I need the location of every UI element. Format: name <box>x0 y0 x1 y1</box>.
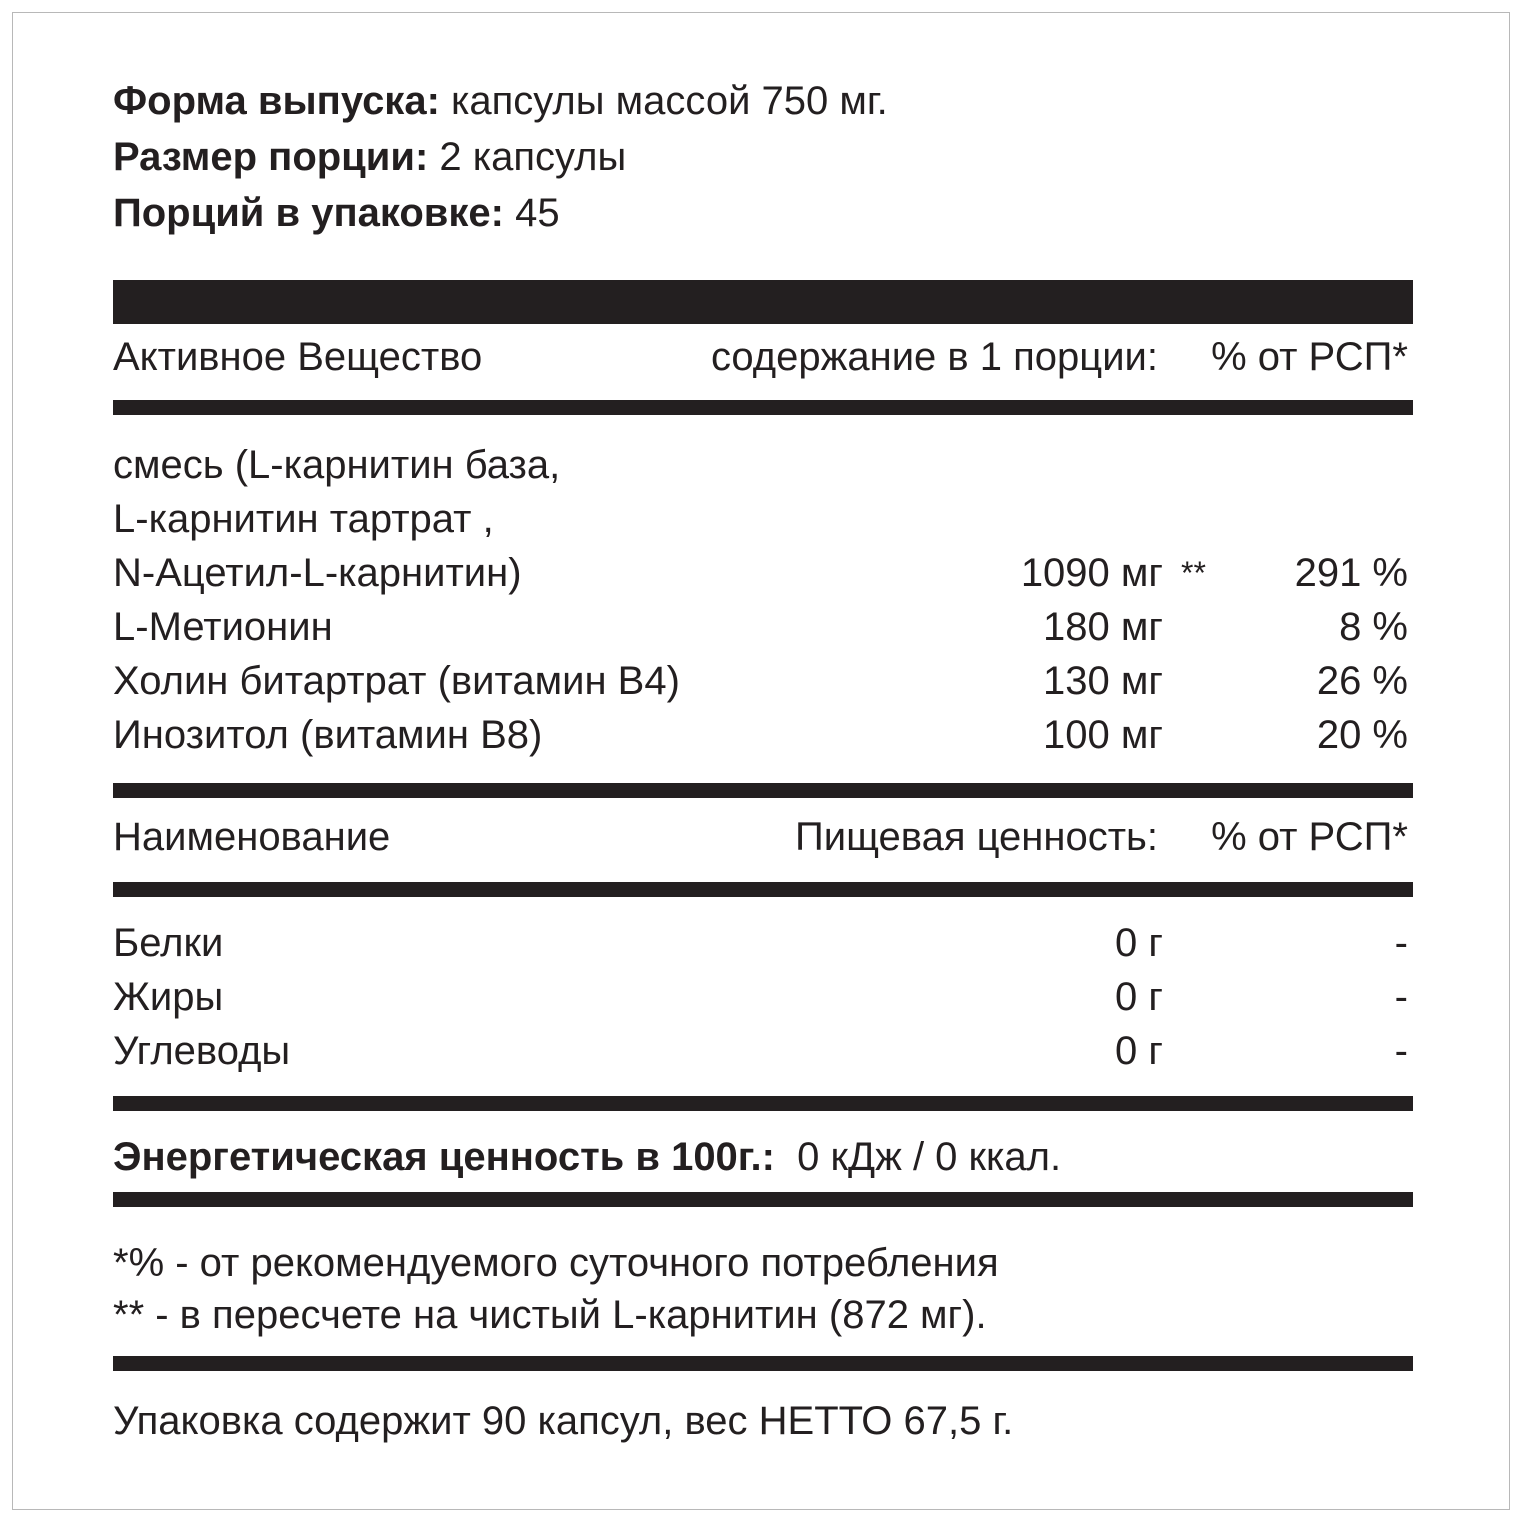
package-line <box>113 1394 1413 1448</box>
release-form-value: капсулы массой 750 мг. <box>439 79 888 123</box>
nutrient-amount: 0 г <box>1115 975 1163 1019</box>
energy-line <box>113 1130 1413 1184</box>
servings-per-pack-value: 45 <box>503 191 560 235</box>
table-row <box>113 970 1413 1024</box>
table-row <box>113 708 1413 762</box>
servings-per-pack-label: Порций в упаковке: <box>113 191 504 235</box>
ingredient-amount: 1090 мг <box>1020 551 1163 595</box>
ingredient-pct: 26 % <box>1316 659 1408 703</box>
ingredient-amount: 180 мг <box>1043 605 1163 649</box>
table-row <box>113 546 1413 600</box>
divider-thin <box>113 783 1413 798</box>
table-row <box>113 1024 1413 1078</box>
nutrient-amount: 0 г <box>1115 1029 1163 1073</box>
serving-size-label: Размер порции: <box>113 135 429 179</box>
ingredient-amount: 100 мг <box>1043 713 1163 757</box>
footnote <box>113 1236 1413 1290</box>
table-row <box>113 600 1413 654</box>
active-header-row <box>113 330 1413 384</box>
release-form-line <box>113 74 1413 128</box>
divider-thin <box>113 400 1413 415</box>
active-header-pct: % от РСП* <box>1211 335 1408 379</box>
ingredient-name: N-Ацетил-L-карнитин) <box>113 551 522 595</box>
nutrition-header-row <box>113 810 1413 864</box>
ingredient-pct: 8 % <box>1339 605 1408 649</box>
ingredient-pct: 20 % <box>1316 713 1408 757</box>
nutrition-header-pct: % от РСП* <box>1211 815 1408 859</box>
package-text: Упаковка содержит 90 капсул, вес НЕТТО 67,5 г. <box>113 1399 1014 1443</box>
blend-line-text: смесь (L-карнитин база, <box>113 443 561 487</box>
ingredient-amount: 130 мг <box>1043 659 1163 703</box>
nutrition-header-name: Наименование <box>113 815 391 859</box>
divider-thin <box>113 1192 1413 1207</box>
blend-line <box>113 492 1413 546</box>
ingredient-name: Холин битартрат (витамин В4) <box>113 659 680 703</box>
energy-value: 0 кДж / 0 ккал. <box>774 1135 1062 1179</box>
nutrition-header-amount: Пищевая ценность: <box>794 815 1158 859</box>
energy-label: Энергетическая ценность в 100г.: <box>113 1135 775 1179</box>
nutrient-amount: 0 г <box>1115 921 1163 965</box>
blend-line <box>113 438 1413 492</box>
active-header-name: Активное Вещество <box>113 335 483 379</box>
divider-thick <box>113 280 1413 324</box>
table-row <box>113 654 1413 708</box>
servings-per-pack-line <box>113 186 1413 240</box>
ingredient-name: L-Метионин <box>113 605 333 649</box>
footnote-marker: ** <box>1181 555 1206 591</box>
divider-thin <box>113 1096 1413 1111</box>
divider-thin <box>113 882 1413 897</box>
ingredient-name: Инозитол (витамин В8) <box>113 713 543 757</box>
divider-thin <box>113 1356 1413 1371</box>
ingredient-pct: 291 % <box>1294 551 1408 595</box>
nutrient-pct: - <box>1394 1029 1408 1073</box>
active-header-amount: содержание в 1 порции: <box>710 335 1158 379</box>
nutrient-pct: - <box>1394 921 1408 965</box>
blend-line-text: L-карнитин тартрат , <box>113 497 494 541</box>
footnote-text: ** - в пересчете на чистый L-карнитин (872 мг). <box>113 1293 987 1337</box>
release-form-label: Форма выпуска: <box>113 79 440 123</box>
footnote-text: *% - от рекомендуемого суточного потребления <box>113 1241 999 1285</box>
nutrient-name: Углеводы <box>113 1029 291 1073</box>
serving-size-value: 2 капсулы <box>428 135 627 179</box>
footnote <box>113 1288 1413 1342</box>
nutrient-pct: - <box>1394 975 1408 1019</box>
table-row <box>113 916 1413 970</box>
nutrient-name: Белки <box>113 921 224 965</box>
serving-size-line <box>113 130 1413 184</box>
nutrient-name: Жиры <box>113 975 224 1019</box>
